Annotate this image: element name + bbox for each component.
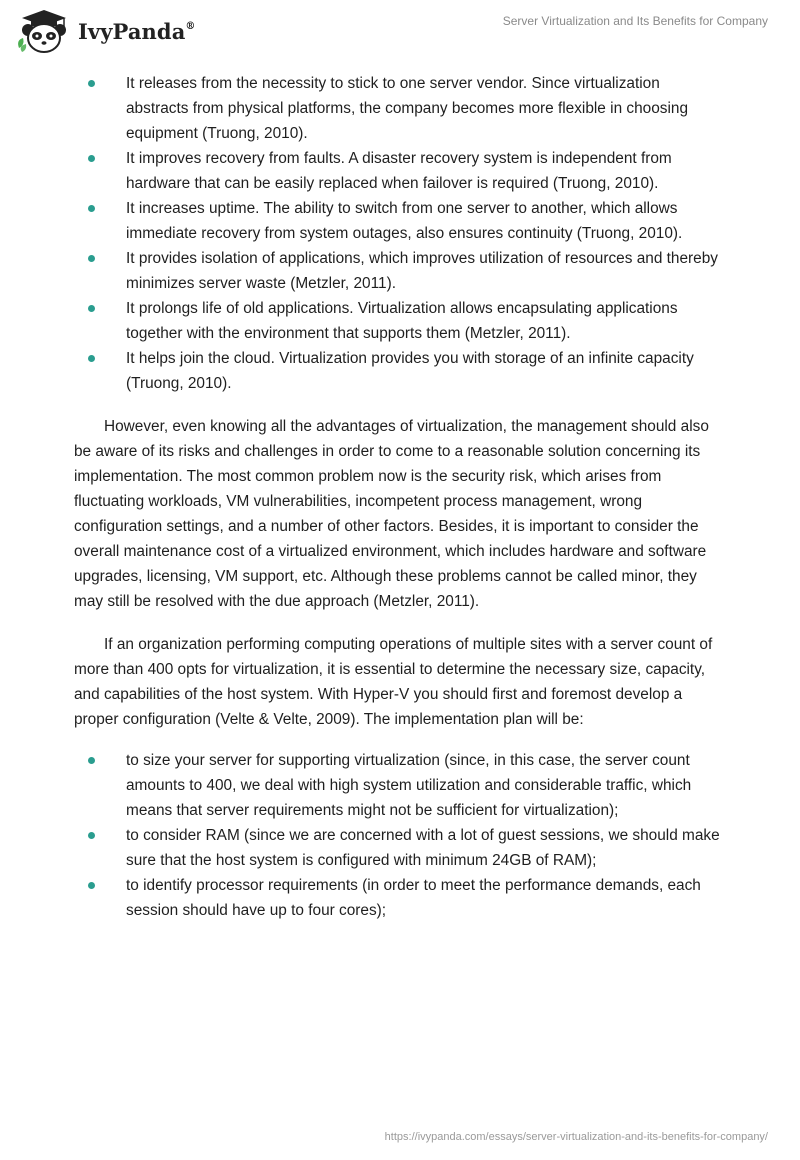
paragraph-risks: However, even knowing all the advantages of virtualization, the management should also be aware of its risks and challenges in order to come to a reasonable solution concerning its implementation. The most common problem now is the security risk, which arises from fluctuating workloads, VM vulnerabilities, incompetent process management, wrong configuration settings, and a number of other factors. Besides, it is important to consider the overall maintenance cost of a virtualized environment, which includes hardware and software upgrades, licensing, VM support, etc. Although these problems cannot be called minor, they may still be resolved with the due approach (Metzler, 2011). xyxy=(74,418,709,610)
list-item: to size your server for supporting virtualization (since, in this case, the server count amounts to 400, we deal with high system utilization and considerable traffic, which means that server requirements might not be sufficient for virtualization); xyxy=(74,748,724,823)
panda-graduate-icon xyxy=(14,8,72,54)
bullet-icon xyxy=(88,155,95,162)
list-item: It improves recovery from faults. A disaster recovery system is independent from hardware that can be easily replaced when failover is required (Truong, 2010). xyxy=(74,146,724,196)
document-title: Server Virtualization and Its Benefits for Company xyxy=(502,14,768,28)
footer-url[interactable]: https://ivypanda.com/essays/server-virtualization-and-its-benefits-for-company/ xyxy=(384,1131,768,1143)
list-item: to consider RAM (since we are concerned with a lot of guest sessions, we should make sure that the host system is configured with minimum 24GB of RAM); xyxy=(74,823,724,873)
list-item: It prolongs life of old applications. Virtualization allows encapsulating applications together with the environment that supports them (Metzler, 2011). xyxy=(74,296,724,346)
bullet-icon xyxy=(88,205,95,212)
bullet-icon xyxy=(88,80,95,87)
list-item: It releases from the necessity to stick to one server vendor. Since virtualization abstracts from physical platforms, the company becomes more flexible in choosing equipment (Truong, 2010). xyxy=(74,71,724,146)
brand-name: IvyPanda® xyxy=(78,18,196,44)
paragraph-implementation: If an organization performing computing operations of multiple sites with a server count of more than 400 opts for virtualization, it is essential to determine the necessary size, capacity, and capabilities of the host system. With Hyper-V you should first and foremost develop a proper configuration (Velte & Velte, 2009). The implementation plan will be: xyxy=(74,636,713,728)
list-item: It helps join the cloud. Virtualization provides you with storage of an infinite capacity (Truong, 2010). xyxy=(74,346,724,396)
bullet-icon xyxy=(88,255,95,262)
list-item: to identify processor requirements (in order to meet the performance demands, each session should have up to four cores); xyxy=(74,873,724,923)
bullet-icon xyxy=(88,882,95,889)
bullet-icon xyxy=(88,305,95,312)
page-header xyxy=(0,0,800,70)
essay-content xyxy=(74,71,724,923)
list-item: It increases uptime. The ability to switch from one server to another, which allows immediate recovery from system outages, also ensures continuity (Truong, 2010). xyxy=(74,196,724,246)
ivypanda-logo[interactable] xyxy=(14,8,196,54)
bullet-icon xyxy=(88,832,95,839)
bullet-icon xyxy=(88,757,95,764)
implementation-plan-list xyxy=(74,748,724,923)
list-item: It provides isolation of applications, which improves utilization of resources and thereby minimizes server waste (Metzler, 2011). xyxy=(74,246,724,296)
registered-mark: ® xyxy=(185,20,196,32)
benefits-list xyxy=(74,71,724,396)
bullet-icon xyxy=(88,355,95,362)
